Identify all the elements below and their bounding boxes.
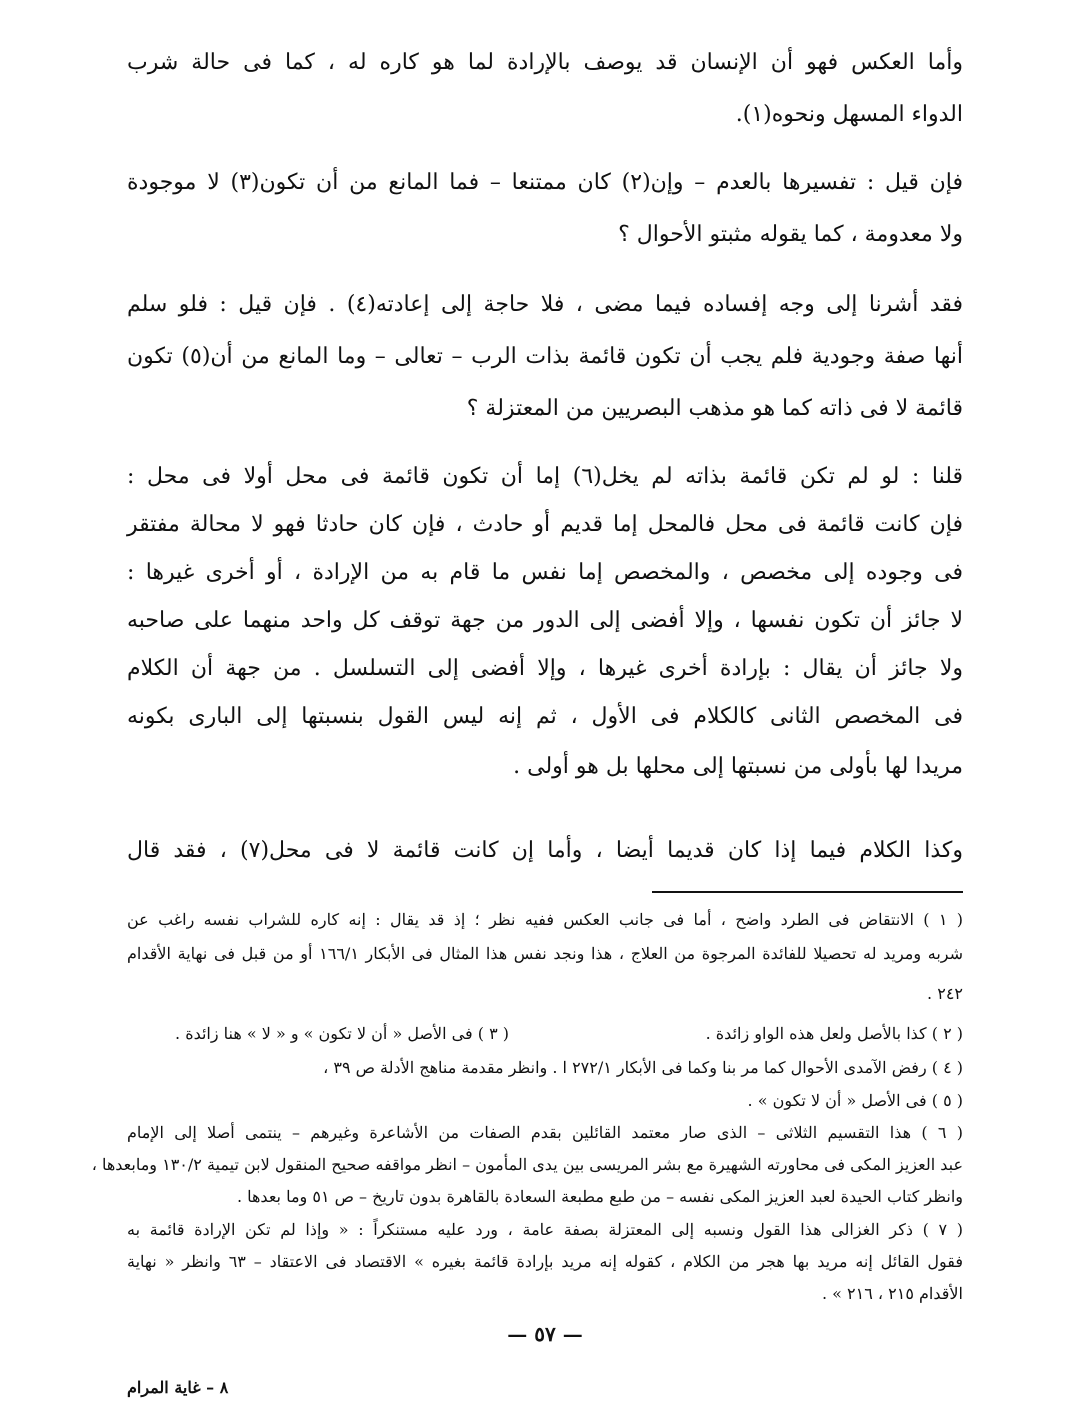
text-line: قلنا : لو لم تكن قائمة بذاته لم يخل(٦) إما أن تكون قائمة فى محل أولا فى محل : <box>127 464 964 489</box>
text-line: قائمة لا فى ذاته كما هو مذهب البصريين من المعتزلة ؟ <box>466 396 963 421</box>
text-line: فإن كانت قائمة فى محل فالمحل إما قديم أو حادث ، فإن كان حادثا فهو لا محالة مفتقر <box>127 512 963 537</box>
text-line: الدواء المسهل ونحوه(١). <box>735 102 963 127</box>
footnote-4-text: ( ٤ ) رفض الآمدى الأحوال كما مر بنا وكما فى الأبكار ٢٧٢/١ ا . وانظر مقدمة مناهج الأدلة ص ٣٩ ، <box>323 1058 963 1077</box>
text-line: وأما العكس فهو أن الإنسان قد يوصف بالإرادة لما هو كاره له ، كما فى حالة شرب <box>127 50 963 75</box>
footnote-line: ٢٤٢ . <box>927 984 963 1003</box>
page-number: — ٥٧ — <box>507 1322 583 1346</box>
text-line: ولا جائز أن يقال : بإرادة أخرى غيرها ، وإلا أفضى إلى التسلسل . من جهة أن الكلام <box>127 656 963 681</box>
text-line: ولا معدومة ، كما يقوله مثبتو الأحوال ؟ <box>618 222 963 247</box>
text-line: فى المخصص الثانى كالكلام فى الأول ، ثم إنه ليس القول بنسبتها إلى البارى بكونه <box>127 704 963 729</box>
footnote-separator <box>652 891 963 893</box>
footnote-line: عبد العزيز المكى فى محاورته الشهيرة مع بشر المريسى بين يدى المأمون – انظر مواقفه صحيح المنقول لابن تيمية ١٣٠/٢ ومابعدها ، <box>91 1155 963 1174</box>
text-line: فإن قيل : تفسيرها بالعدم – وإن(٢) كان ممتنعا – فما المانع من أن تكون(٣) لا موجودة <box>127 170 963 195</box>
footnote-line: ( ١ ) الانتقاض فى الطرد واضح ، أما فى جانب العكس ففيه نظر ؛ إذ قد يقال : إنه كاره للشراب نفسه راغب عن <box>127 910 964 929</box>
text-line: مريدا لها بأولى من نسبتها إلى محلها بل هو أولى . <box>513 754 963 779</box>
text-line: فى وجوده إلى مخصص ، والمخصص إما نفس ما قام به من الإرادة ، أو أخرى غيرها : <box>127 560 963 585</box>
footnote-3: ( ٣ ) فى الأصل « أن لا تكون » و « لا » هنا زائدة . <box>175 1024 509 1043</box>
footnote-line: الأقدام ٢١٥ ، ٢١٦ » . <box>821 1284 963 1303</box>
footnote-2: ( ٢ ) كذا بالأصل ولعل هذه الواو زائدة . <box>705 1024 963 1043</box>
footnote-line: شربه ومريد له تحصيلا للفائدة المرجوة من العلاج ، هذا ونجد نفس هذا المثال فى الأبكار ١٦٦/١ أو من قبل فى نهاية الأقدام <box>127 944 964 963</box>
footnote-line: ( ٧ ) ذكر الغزالى هذا القول ونسبه إلى المعتزلة بصفة عامة ، ورد عليه مستنكراً : « وإذا لم تكن الإرادة قائمة به <box>127 1220 963 1239</box>
footnote-line: ( ٦ ) هذا التقسيم الثلاثى – الذى صار معتمد القائلين بقدم الصفات من الأشاعرة وغيرهم – ينتمى أصلا إلى الإمام <box>127 1123 964 1142</box>
text-line: وكذا الكلام فيما إذا كان قديما أيضا ، وأما إن كانت قائمة لا فى محل(٧) ، فقد قال <box>127 838 963 863</box>
footnote-line: فقول القائل إنه مريد بها هجر من الكلام ، كقوله إنه مريد بإرادة قائمة بغيره » الاقتصاد فى الاعتقاد – ٦٣ وانظر « نهاية <box>127 1252 964 1271</box>
footnote-5-text: ( ٥ ) فى الأصل « أن لا تكون » . <box>747 1091 963 1110</box>
printer-signature: ٨ – غاية المرام <box>127 1378 229 1397</box>
footnote-line: وانظر كتاب الحيدة لعبد العزيز المكى نفسه – من طبع مطبعة السعادة بالقاهرة بدون تاريخ – ص ٥١ وما بعدها . <box>236 1187 963 1206</box>
text-line: أنها صفة وجودية فلم يجب أن تكون قائمة بذات الرب – تعالى – وما المانع من أن(٥) تكون <box>127 344 963 369</box>
text-line: لا جائز أن تكون نفسها ، وإلا أفضى إلى الدور من جهة توقف كل واحد منهما على صاحبه <box>127 608 963 633</box>
text-line: فقد أشرنا إلى وجه إفساده فيما مضى ، فلا حاجة إلى إعادته(٤) . فإن قيل : فلو سلم <box>127 292 963 317</box>
